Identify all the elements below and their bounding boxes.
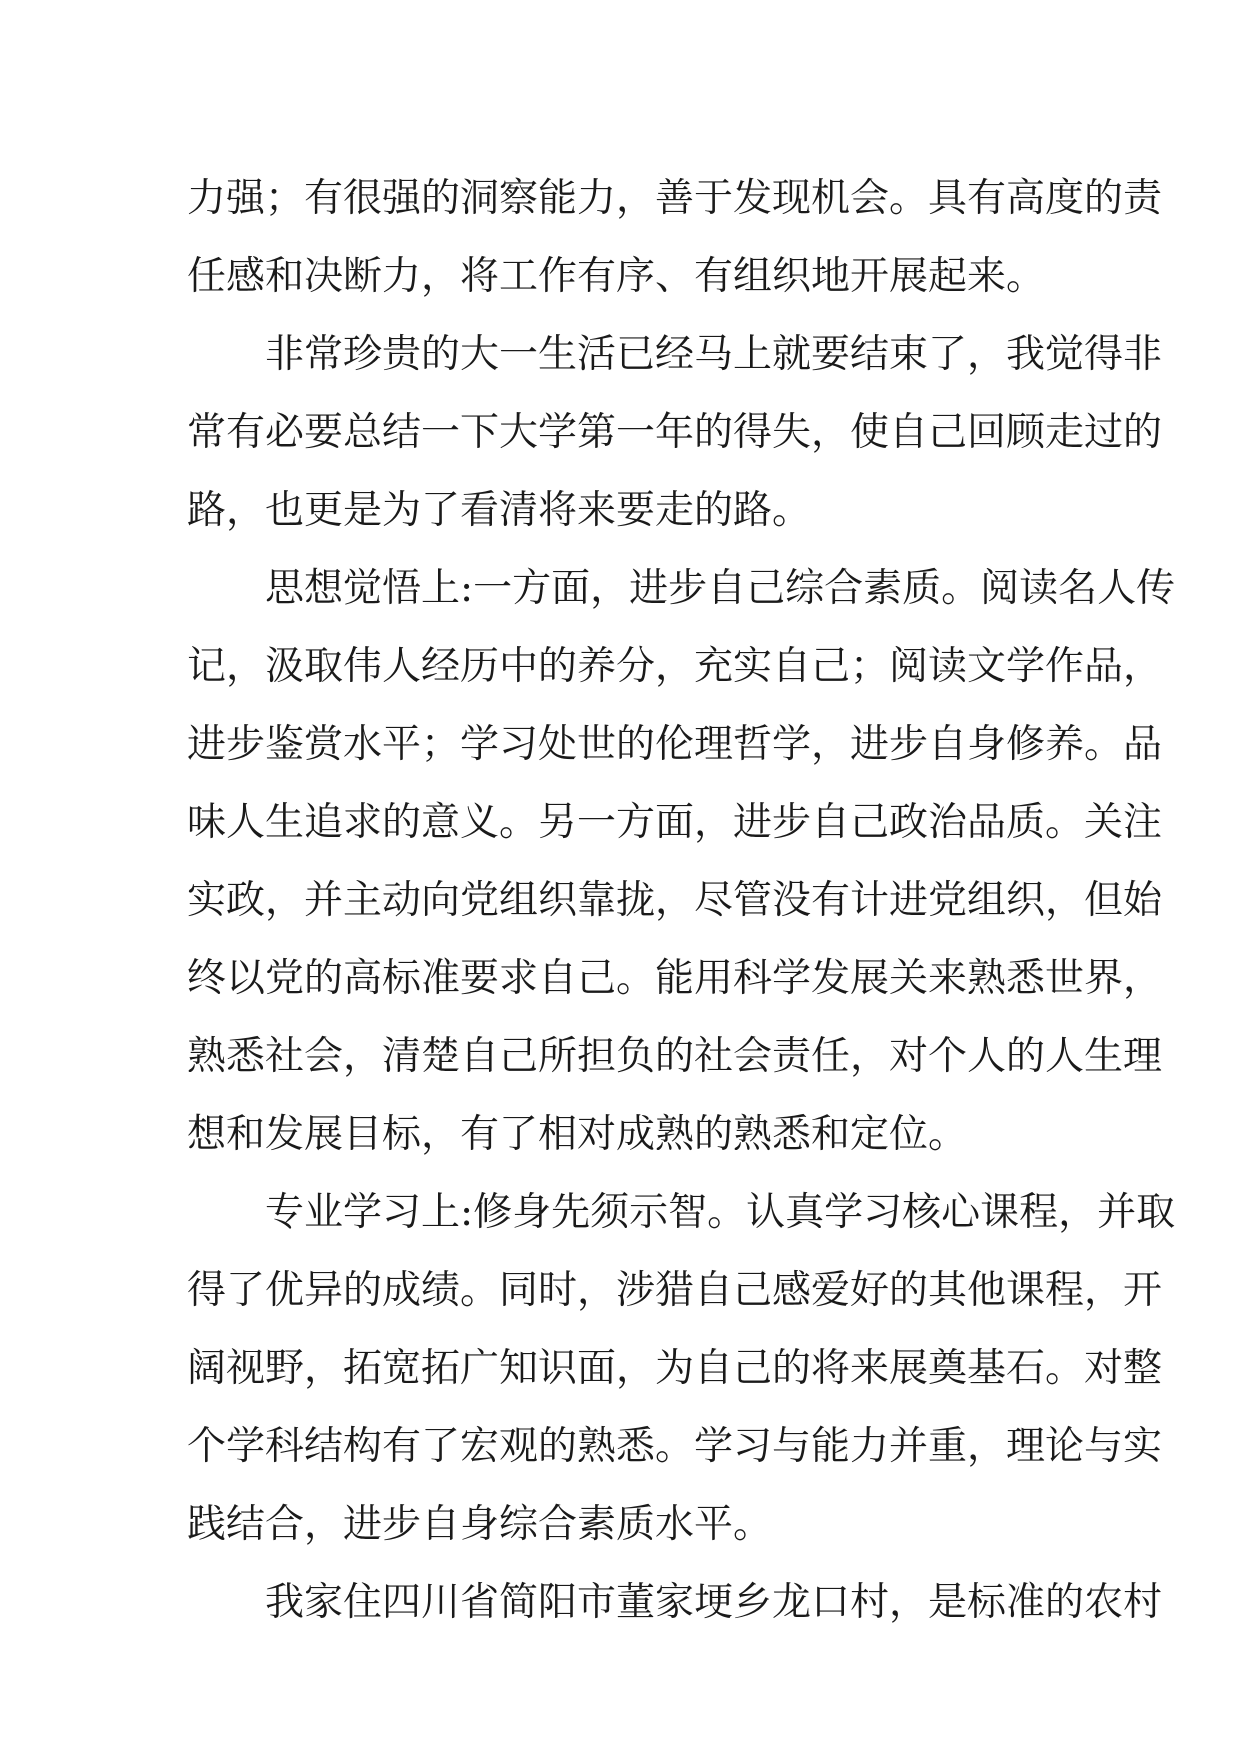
text-line: 力强；有很强的洞察能力，善于发现机会。具有高度的责 bbox=[187, 176, 1163, 221]
text-line: 专业学习上:修身先须示智。认真学习核心课程，并取 bbox=[265, 1190, 1176, 1235]
text-line: 任感和决断力，将工作有序、有组织地开展起来。 bbox=[187, 254, 1046, 299]
text-line: 思想觉悟上:一方面，进步自己综合素质。阅读名人传 bbox=[265, 566, 1176, 611]
text-line: 非常珍贵的大一生活已经马上就要结束了，我觉得非 bbox=[265, 332, 1163, 377]
text-line: 践结合，进步自身综合素质水平。 bbox=[187, 1502, 773, 1547]
text-line: 记，汲取伟人经历中的养分，充实自己；阅读文学作品， bbox=[187, 644, 1163, 689]
text-line: 进步鉴赏水平；学习处世的伦理哲学，进步自身修养。品 bbox=[187, 722, 1163, 767]
text-line: 我家住四川省简阳市董家埂乡龙口村，是标准的农村 bbox=[265, 1580, 1163, 1625]
text-line: 阔视野，拓宽拓广知识面，为自己的将来展奠基石。对整 bbox=[187, 1346, 1163, 1391]
text-line: 想和发展目标，有了相对成熟的熟悉和定位。 bbox=[187, 1112, 968, 1157]
text-line: 个学科结构有了宏观的熟悉。学习与能力并重，理论与实 bbox=[187, 1424, 1163, 1469]
text-line: 熟悉社会，清楚自己所担负的社会责任，对个人的人生理 bbox=[187, 1034, 1163, 1079]
text-line: 味人生追求的意义。另一方面，进步自己政治品质。关注 bbox=[187, 800, 1163, 845]
text-line: 终以党的高标准要求自己。能用科学发展关来熟悉世界， bbox=[187, 956, 1163, 1001]
document-body bbox=[187, 160, 1176, 1642]
text-line: 常有必要总结一下大学第一年的得失，使自己回顾走过的 bbox=[187, 410, 1163, 455]
text-line: 实政，并主动向党组织靠拢，尽管没有计进党组织，但始 bbox=[187, 878, 1163, 923]
text-line: 得了优异的成绩。同时，涉猎自己感爱好的其他课程，开 bbox=[187, 1268, 1163, 1313]
text-line: 路，也更是为了看清将来要走的路。 bbox=[187, 488, 812, 533]
